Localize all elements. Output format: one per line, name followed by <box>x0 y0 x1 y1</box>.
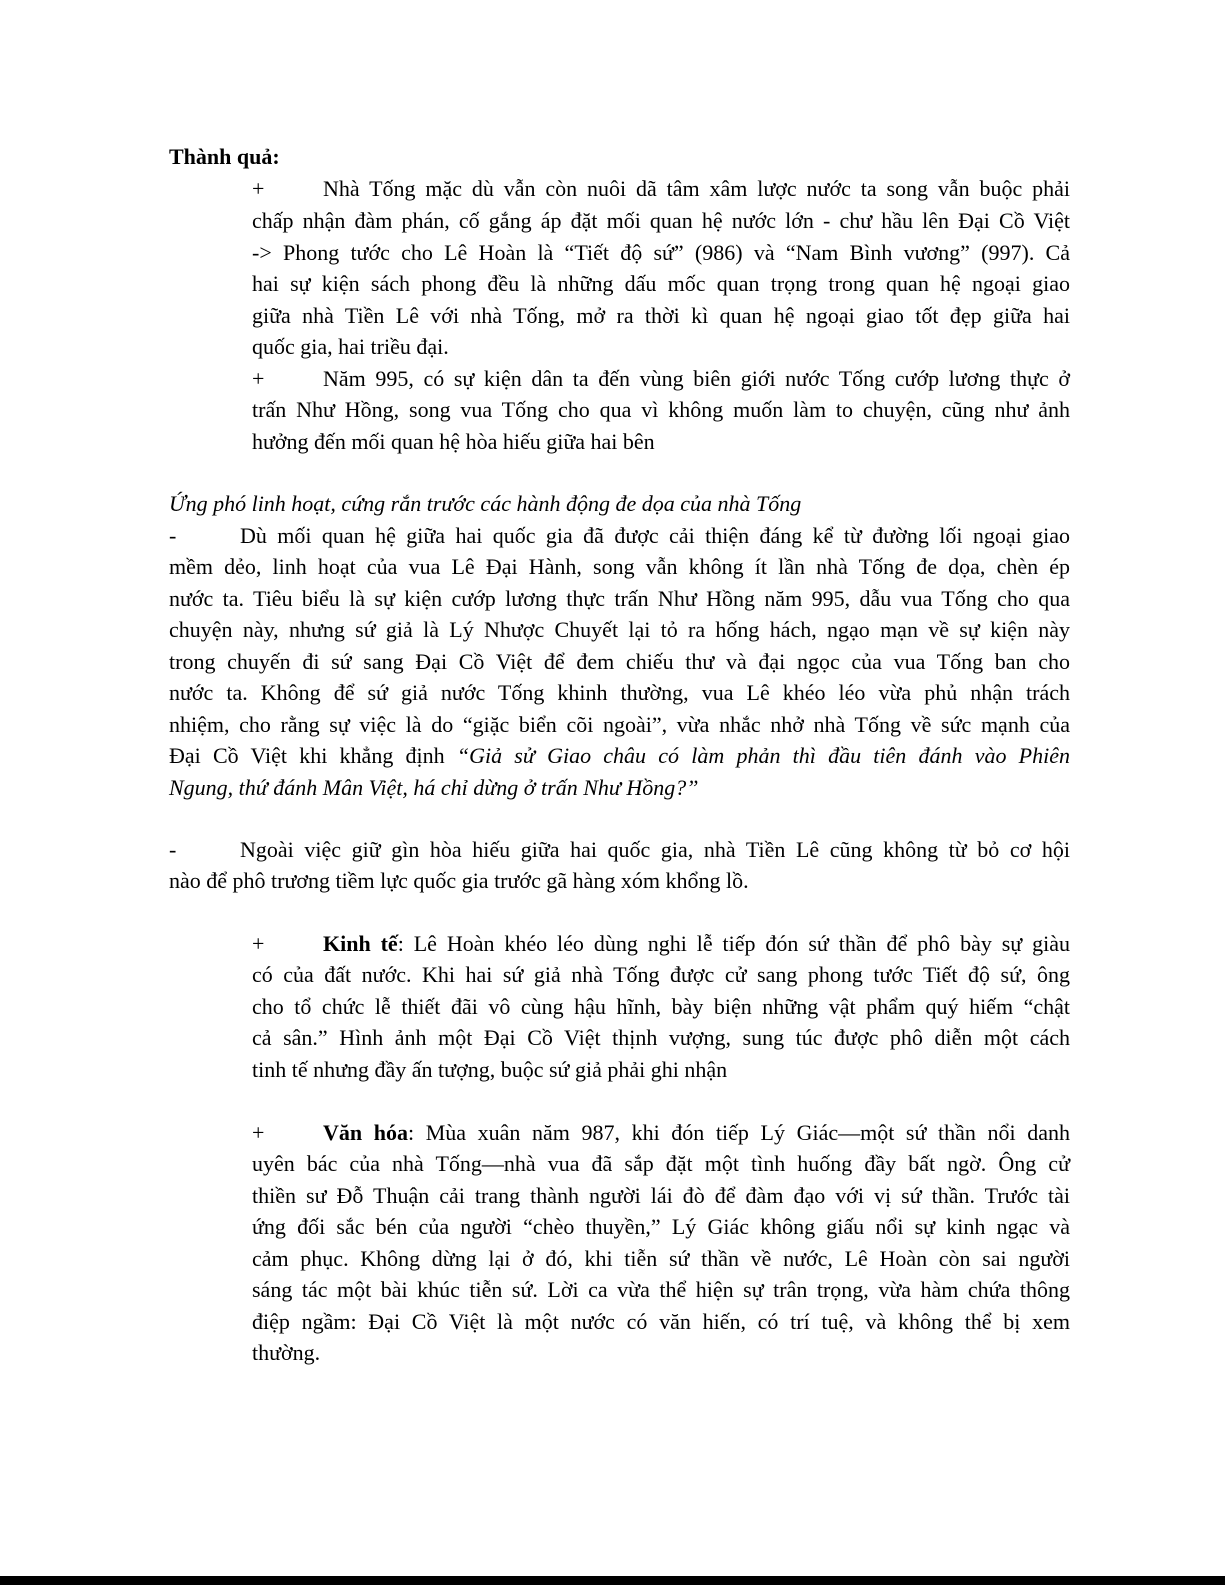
paragraph-line: -> Phong tước cho Lê Hoàn là “Tiết độ sứ” (986) và “Nam Bình vương” (997). Cả <box>252 240 1070 265</box>
section-heading: Thành quả: <box>169 144 280 169</box>
paragraph-line: Nhà Tống mặc dù vẫn còn nuôi dã tâm xâm lược nước ta song vẫn buộc phải <box>323 176 1070 201</box>
dash-marker: - <box>169 523 177 548</box>
bullet-marker: + <box>252 931 265 956</box>
paragraph-line: ứng đối sắc bén của người “chèo thuyền,” Lý Giác không giấu nổi sự kinh ngạc và <box>252 1214 1070 1239</box>
paragraph-line: tinh tế nhưng đầy ấn tượng, buộc sứ giả phải ghi nhận <box>252 1057 728 1082</box>
bullet-marker: + <box>252 1120 265 1145</box>
paragraph-line: nước ta. Không để sứ giả nước Tống khinh thường, vua Lê khéo léo vừa phủ nhận trách <box>169 680 1070 705</box>
bottom-border <box>0 1576 1225 1585</box>
paragraph-line: nhiệm, cho rằng sự việc là do “giặc biển cõi ngoài”, vừa nhắc nhở nhà Tống về sức mạnh của <box>169 712 1070 737</box>
paragraph-line: cảm phục. Không dừng lại ở đó, khi tiễn sứ thần về nước, Lê Hoàn còn sai người <box>252 1246 1070 1271</box>
section-title: Ứng phó linh hoạt, cứng rắn trước các hành động đe dọa của nhà Tống <box>169 491 802 516</box>
econ-label: Kinh tế <box>323 931 398 956</box>
paragraph-line: trấn Như Hồng, song vua Tống cho qua vì không muốn làm to chuyện, cũng như ảnh <box>252 397 1070 422</box>
quote-text: “Giả sử Giao châu có làm phản thì đầu tiên đánh vào Phiên <box>456 743 1070 768</box>
paragraph-line <box>323 1120 1070 1146</box>
paragraph-line: uyên bác của nhà Tống—nhà vua đã sắp đặt một tình huống đầy bất ngờ. Ông cử <box>252 1151 1070 1176</box>
bullet-marker: + <box>252 366 265 391</box>
paragraph-text: Đại Cồ Việt khi khẳng định <box>169 743 457 768</box>
paragraph-line: điệp ngầm: Đại Cồ Việt là một nước có văn hiến, có trí tuệ, và không thể bị xem <box>252 1309 1070 1334</box>
paragraph-line: Năm 995, có sự kiện dân ta đến vùng biên giới nước Tống cướp lương thực ở <box>323 366 1070 391</box>
bullet-marker: + <box>252 176 265 201</box>
paragraph-line: nước ta. Tiêu biểu là sự kiện cướp lương thực trấn Như Hồng năm 995, dẫu vua Tống cho qua <box>169 586 1070 611</box>
paragraph-line: có của đất nước. Khi hai sứ giả nhà Tống được cử sang phong tước Tiết độ sứ, ông <box>252 962 1070 987</box>
paragraph-line: chấp nhận đàm phán, cố gắng áp đặt mối quan hệ nước lớn - chư hầu lên Đại Cồ Việt <box>252 208 1070 233</box>
paragraph-text: : Lê Hoàn khéo léo dùng nghi lễ tiếp đón sứ thần để phô bày sự giàu <box>397 931 1071 956</box>
paragraph-line: chuyện này, nhưng sứ giả là Lý Nhược Chuyết lại tỏ ra hống hách, ngạo mạn về sự kiện này <box>169 617 1070 642</box>
paragraph-line: sáng tác một bài khúc tiễn sứ. Lời ca vừa thể hiện sự trân trọng, vừa hàm chứa thông <box>252 1277 1070 1302</box>
paragraph-text: : Mùa xuân năm 987, khi đón tiếp Lý Giác—một sứ thần nổi danh <box>407 1120 1070 1145</box>
paragraph-line: cho tổ chức lễ thiết đãi vô cùng hậu hĩnh, bày biện những vật phẩm quý hiếm “chật <box>252 994 1070 1019</box>
paragraph-line: giữa nhà Tiền Lê với nhà Tống, mở ra thời kì quan hệ ngoại giao tốt đẹp giữa hai <box>252 303 1070 328</box>
paragraph-line: trong chuyến đi sứ sang Đại Cồ Việt để đem chiếu thư và đại ngọc của vua Tống ban cho <box>169 649 1070 674</box>
paragraph-line <box>169 743 1070 769</box>
quote-text: Ngung, thứ đánh Mân Việt, há chỉ dừng ở trấn Như Hồng?” <box>169 775 699 800</box>
paragraph-line <box>323 931 1070 957</box>
paragraph-line: mềm dẻo, linh hoạt của vua Lê Đại Hành, song vẫn không ít lần nhà Tống đe dọa, chèn ép <box>169 554 1070 579</box>
paragraph-line: quốc gia, hai triều đại. <box>252 334 449 359</box>
paragraph-line: thường. <box>252 1340 321 1365</box>
paragraph-line: nào để phô trương tiềm lực quốc gia trước gã hàng xóm khổng lồ. <box>169 868 749 893</box>
paragraph-line: hưởng đến mối quan hệ hòa hiếu giữa hai bên <box>252 429 655 454</box>
paragraph-line: Ngoài việc giữ gìn hòa hiếu giữa hai quốc gia, nhà Tiền Lê cũng không từ bỏ cơ hội <box>240 837 1070 862</box>
paragraph-line: thiền sư Đỗ Thuận cải trang thành người lái đò để đàm đạo với vị sứ thần. Trước tài <box>252 1183 1070 1208</box>
paragraph-line: hai sự kiện sách phong đều là những dấu mốc quan trọng trong quan hệ ngoại giao <box>252 271 1070 296</box>
culture-label: Văn hóa <box>323 1120 408 1145</box>
paragraph-line: Dù mối quan hệ giữa hai quốc gia đã được cải thiện đáng kể từ đường lối ngoại giao <box>240 523 1070 548</box>
dash-marker: - <box>169 837 177 862</box>
paragraph-line: cả sân.” Hình ảnh một Đại Cồ Việt thịnh vượng, sung túc được phô diễn một cách <box>252 1025 1070 1050</box>
